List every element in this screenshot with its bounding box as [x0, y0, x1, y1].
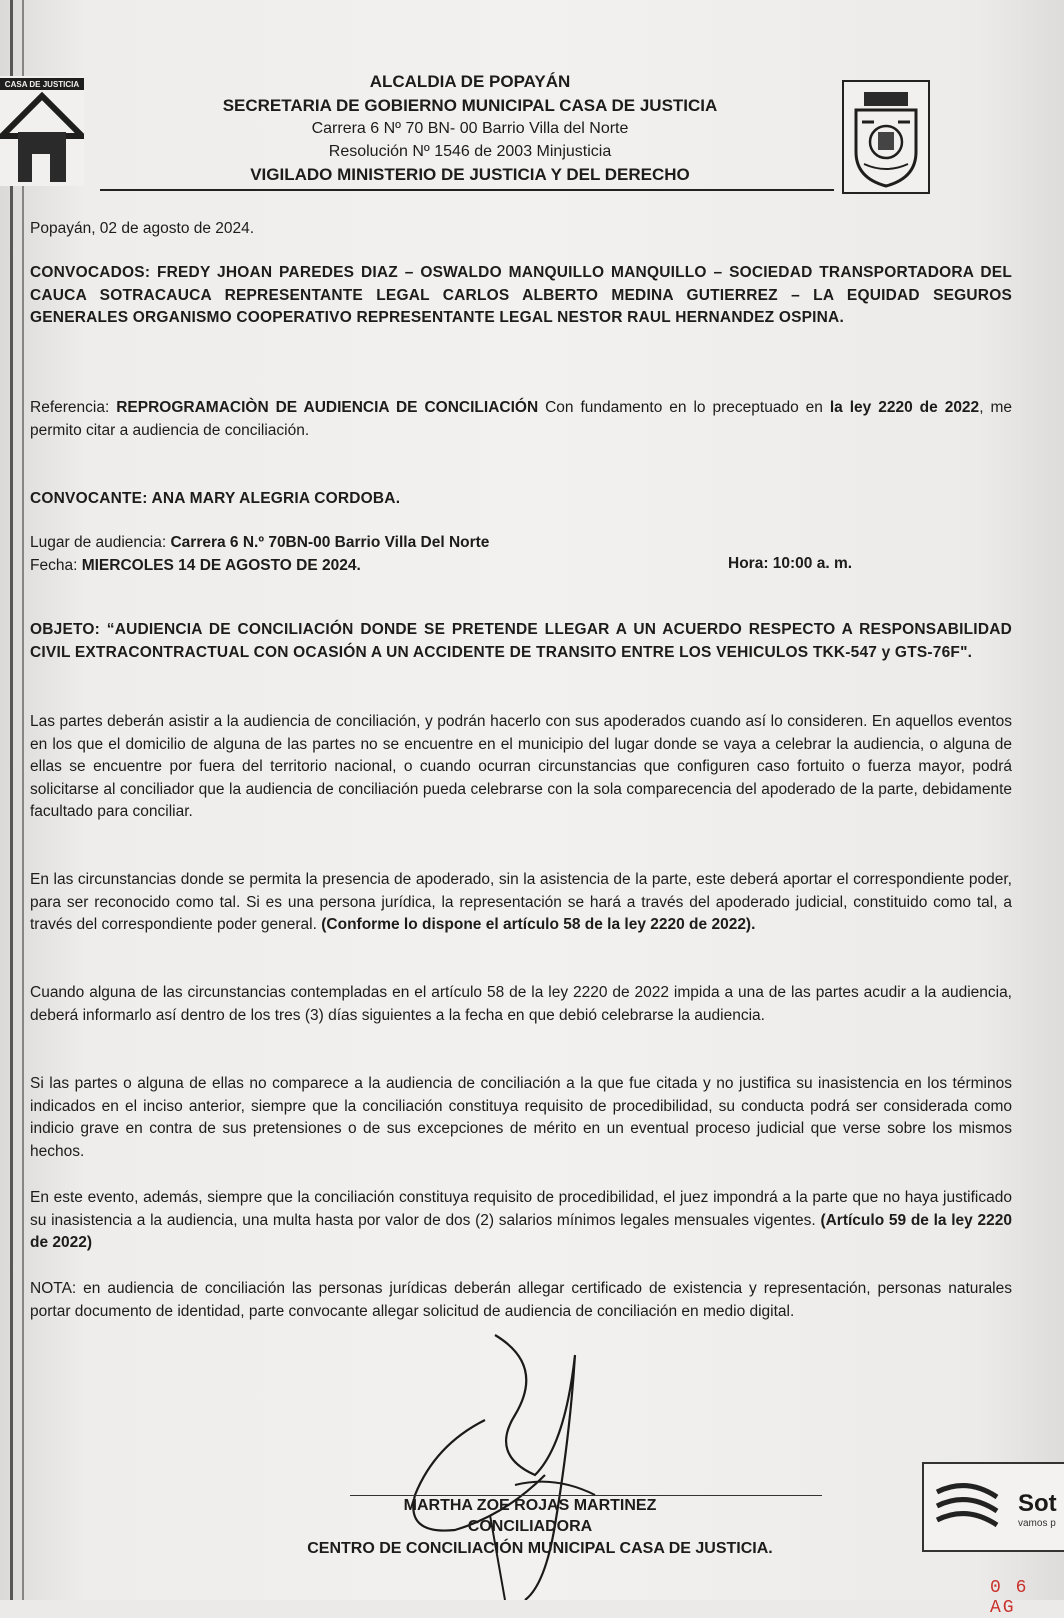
paragraph-inasistencia: Si las partes o alguna de ellas no comparece a la audiencia de conciliación a la que fue citada y no justifica su inasistencia en los términos indicados en el inciso anterior, siempre que la conciliación constituya requisito de procedibilidad, su conducta podrá ser considerada como indicio grave en contra de sus pretensiones o de sus excepciones de mérito en un eventual proceso judicial que verse sobre los mismos hechos.: [30, 1075, 1012, 1160]
referencia-title: REPROGRAMACIÒN DE AUDIENCIA DE CONCILIACIÓN: [116, 399, 539, 416]
paragraph-multa-text: En este evento, además, siempre que la conciliación constituya requisito de procedibilidad, el juez impondrá a la parte que no haya justificado su inasistencia a la audiencia, una multa hasta por valor de dos (2) salarios mínimos legales mensuales vigentes.: [30, 1189, 1012, 1229]
referencia-text-end: , me permito citar a audiencia de conciliación.: [30, 399, 1012, 439]
nota-block: NOTA: en audiencia de conciliación las personas jurídicas deberán allegar certificado de existencia y representación, personas naturales portar documento de identidad, parte convocante allegar solicitud de audiencia de conciliación en medio digital.: [30, 1280, 1012, 1320]
stamp-tagline: vamos p: [1018, 1518, 1056, 1529]
fecha-line: [30, 555, 1012, 578]
referencia-label: Referencia:: [30, 399, 117, 416]
paragraph-circunstancias: Cuando alguna de las circunstancias contempladas en el artículo 58 de la ley 2220 de 2022 impida a una de las partes acudir a la audiencia, deberá informarlo así dentro de los tres (3) días siguientes a la fecha en que debió celebrarse la audiencia.: [30, 984, 1012, 1024]
header-divider: [100, 189, 834, 191]
handwritten-signature: [395, 1325, 655, 1600]
header-title: ALCALDIA DE POPAYÁN: [369, 72, 571, 91]
lugar-line: [30, 532, 1012, 555]
referencia-text: Con fundamento en lo preceptuado en: [538, 399, 830, 416]
document-date: Popayán, 02 de agosto de 2024.: [30, 220, 255, 237]
objeto-block: OBJETO: “AUDIENCIA DE CONCILIACIÓN DONDE SE PRETENDE LLEGAR A UN ACUERDO RESPECTO A RESPONSABILIDAD CIVIL EXTRACONTRACTUAL CON OCASIÓN A UN ACCIDENTE DE TRANSITO ENTRE LOS VEHICULOS TKK-547 y GTS-76F".: [30, 621, 1012, 661]
svg-text:CASA DE JUSTICIA: CASA DE JUSTICIA: [4, 80, 80, 89]
header-resolution: Resolución Nº 1546 de 2003 Minjusticia: [328, 143, 612, 160]
paragraph-asistencia: Las partes deberán asistir a la audiencia de conciliación, y podrán hacerlo con sus apoderados cuando así lo consideren. En aquellos eventos en los que el domicilio de alguna de las partes no se encuentre en el municipio del lugar donde se vaya a celebrar la audiencia, o alguna de ellas se encuentre por fuera del territorio nacional, o cuando ocurran circunstancias que configuren caso fortuito o fuerza mayor, podrá solicitarse al conciliador que la audiencia de conciliación pueda celebrarse con la sola comparecencia del apoderado de la parte, debidamente facultado para conciliar.: [30, 713, 1012, 820]
header-vigilado: VIGILADO MINISTERIO DE JUSTICIA Y DEL DERECHO: [250, 165, 690, 184]
stamp-date: 0 6 AG: [990, 1578, 1029, 1618]
sotracauca-waves-icon: [932, 1472, 1002, 1542]
paragraph-multa-citation: (Artículo 59 de la ley 2220 de 2022): [30, 1211, 1012, 1251]
referencia-block: [30, 397, 1012, 442]
lugar-value: Carrera 6 N.º 70BN-00 Barrio Villa Del Norte: [170, 534, 490, 551]
paragraph-apoderado-citation: (Conforme lo dispone el artículo 58 de la ley 2220 de 2022).: [321, 916, 756, 933]
signatory-role: CONCILIADORA: [467, 1518, 593, 1535]
paragraph-multa: [30, 1187, 1012, 1255]
signature-line: [350, 1495, 822, 1496]
convocados-block: CONVOCADOS: FREDY JHOAN PAREDES DIAZ – OSWALDO MANQUILLO MANQUILLO – SOCIEDAD TRANSPORTADORA DEL CAUCA SOTRACAUCA REPRESENTANTE LEGAL CARLOS ALBERTO MEDINA GUTIERREZ – LA EQUIDAD SEGUROS GENERALES ORGANISMO COOPERATIVO REPRESENTANTE LEGAL NESTOR RAUL HERNANDEZ OSPINA.: [30, 264, 1012, 326]
fecha-value: MIERCOLES 14 DE AGOSTO DE 2024.: [81, 557, 361, 574]
paragraph-apoderado: [30, 869, 1012, 937]
convocante-line: CONVOCANTE: ANA MARY ALEGRIA CORDOBA.: [30, 490, 401, 507]
paragraph-apoderado-text: En las circunstancias donde se permita la presencia de apoderado, sin la asistencia de la parte, este deberá aportar el correspondiente poder, para ser reconocido como tal. Si es una persona jurídica, la representación se hará a través del apoderado judicial, constituido como tal, a través del correspondiente poder general.: [30, 871, 1012, 933]
hora-line: Hora: 10:00 a. m.: [728, 555, 853, 572]
casa-de-justicia-logo: [0, 76, 84, 186]
header-subtitle: SECRETARIA DE GOBIERNO MUNICIPAL CASA DE JUSTICIA: [222, 96, 718, 115]
popayan-coat-of-arms: [842, 80, 930, 194]
signatory-name: MARTHA ZOE ROJAS MARTINEZ: [403, 1497, 657, 1514]
binding-edge-inner: [22, 0, 24, 1600]
stamp-brand: Sot: [1018, 1490, 1057, 1517]
binding-edge: [10, 0, 13, 1600]
header-address: Carrera 6 Nº 70 BN- 00 Barrio Villa del Norte: [311, 120, 629, 137]
lugar-label: Lugar de audiencia:: [30, 534, 171, 551]
referencia-law: la ley 2220 de 2022: [829, 399, 980, 416]
signatory-organization: CENTRO DE CONCILIACIÓN MUNICIPAL CASA DE JUSTICIA.: [307, 1540, 773, 1557]
fecha-label: Fecha:: [30, 557, 82, 574]
